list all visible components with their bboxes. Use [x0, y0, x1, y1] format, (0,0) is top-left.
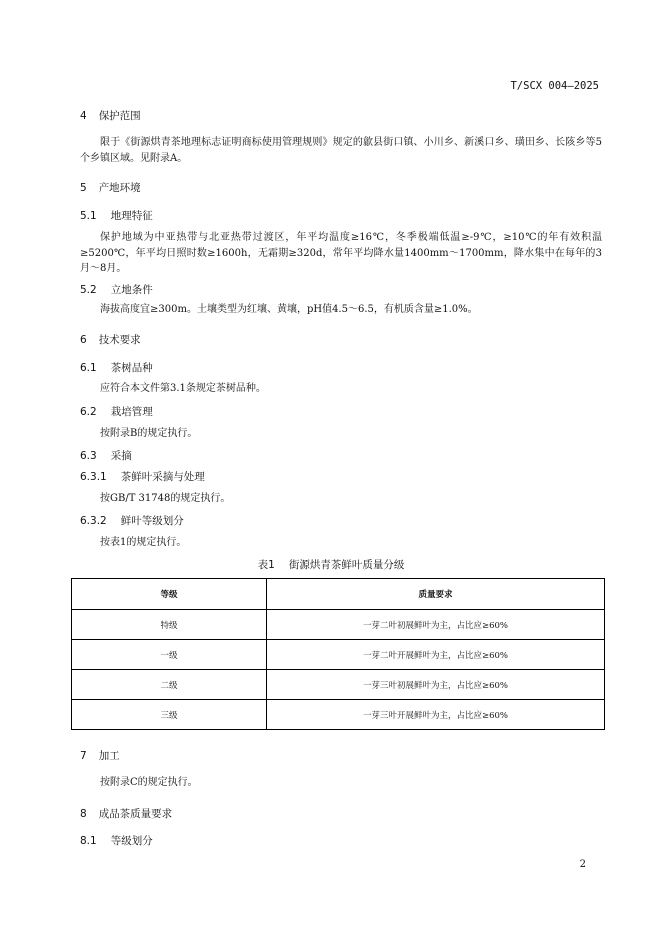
section-6-3-heading	[80, 448, 132, 463]
grade-cell: 特级	[72, 610, 267, 640]
section-number: 6.3	[80, 450, 97, 462]
section-5-2-paragraph: 海拔高度宜≥300m。土壤类型为红壤、黄壤，pH值4.5～6.5，有机质含量≥1.0%。	[100, 304, 478, 315]
section-title: 立地条件	[110, 284, 153, 296]
section-number: 8.1	[80, 835, 97, 847]
table-header-row	[72, 579, 605, 610]
section-6-3-1-paragraph: 按GB/T 31748的规定执行。	[100, 493, 231, 504]
section-8-heading	[80, 806, 172, 821]
section-title: 茶树品种	[110, 362, 153, 374]
section-number: 6.3.2	[80, 515, 107, 527]
table-caption-number: 表1	[257, 559, 275, 571]
table-caption-title: 街源烘青茶鲜叶质量分级	[288, 559, 405, 571]
table-row	[72, 670, 605, 700]
section-title: 加工	[98, 750, 120, 762]
section-number: 5.2	[80, 284, 97, 296]
section-title: 鲜叶等级划分	[120, 515, 184, 527]
section-title: 采摘	[110, 450, 132, 462]
requirement-cell: 一芽三叶开展鲜叶为主，占比应≥60%	[267, 700, 605, 730]
section-title: 栽培管理	[110, 406, 153, 418]
section-title: 等级划分	[110, 835, 153, 847]
section-6-3-2-heading	[80, 513, 184, 528]
section-5-heading	[80, 180, 141, 195]
section-number: 8	[80, 808, 87, 820]
page-number: 2	[579, 859, 586, 870]
quality-grade-table	[71, 578, 605, 730]
section-6-2-paragraph: 按附录B的规定执行。	[100, 428, 198, 439]
section-title: 产地环境	[98, 182, 141, 194]
column-header-grade: 等级	[72, 579, 267, 610]
section-6-1-heading	[80, 360, 153, 375]
section-number: 6.1	[80, 362, 97, 374]
section-title: 技术要求	[98, 334, 141, 346]
section-5-1-heading	[80, 208, 153, 223]
document-code: T/SCX 004—2025	[510, 80, 599, 92]
requirement-cell: 一芽二叶初展鲜叶为主，占比应≥60%	[267, 610, 605, 640]
section-7-paragraph: 按附录C的规定执行。	[100, 777, 198, 788]
section-number: 5.1	[80, 210, 97, 222]
table-1-caption	[0, 557, 662, 572]
section-8-1-heading	[80, 833, 153, 848]
requirement-cell: 一芽三叶初展鲜叶为主，占比应≥60%	[267, 670, 605, 700]
section-number: 4	[80, 110, 87, 122]
section-5-2-heading	[80, 282, 153, 297]
section-number: 6	[80, 334, 87, 346]
column-header-requirement: 质量要求	[267, 579, 605, 610]
grade-cell: 三级	[72, 700, 267, 730]
section-6-3-2-paragraph: 按表1的规定执行。	[100, 537, 187, 548]
section-4-paragraph: 限于《街源烘青茶地理标志证明商标使用管理规则》规定的歙县街口镇、小川乡、新溪口乡、璜田乡、长陔乡等5个乡镇区域。见附录A。	[80, 137, 602, 164]
requirement-cell: 一芽二叶开展鲜叶为主，占比应≥60%	[267, 640, 605, 670]
section-number: 6.2	[80, 406, 97, 418]
section-title: 保护范围	[98, 110, 141, 122]
grade-cell: 二级	[72, 670, 267, 700]
section-title: 茶鲜叶采摘与处理	[120, 471, 205, 483]
section-title: 成品茶质量要求	[98, 808, 173, 820]
section-number: 5	[80, 182, 87, 194]
section-6-heading	[80, 332, 141, 347]
table-row	[72, 640, 605, 670]
section-title: 地理特征	[110, 210, 153, 222]
section-6-2-heading	[80, 404, 153, 419]
section-number: 6.3.1	[80, 471, 107, 483]
section-6-3-1-heading	[80, 469, 205, 484]
grade-cell: 一级	[72, 640, 267, 670]
section-7-heading	[80, 748, 120, 763]
table-row	[72, 700, 605, 730]
section-number: 7	[80, 750, 87, 762]
section-4-heading	[80, 108, 141, 123]
table-row	[72, 610, 605, 640]
section-5-1-paragraph: 保护地域为中亚热带与北亚热带过渡区，年平均温度≥16℃，冬季极端低温≥-9℃，≥10℃的年有效积温≥5200℃，年平均日照时数≥1600h，无霜期≥320d，常年平均降水量1400mm～1700mm，降水集中在每年的3月～8月。	[80, 232, 602, 274]
section-6-1-paragraph: 应符合本文件第3.1条规定茶树品种。	[100, 383, 266, 394]
